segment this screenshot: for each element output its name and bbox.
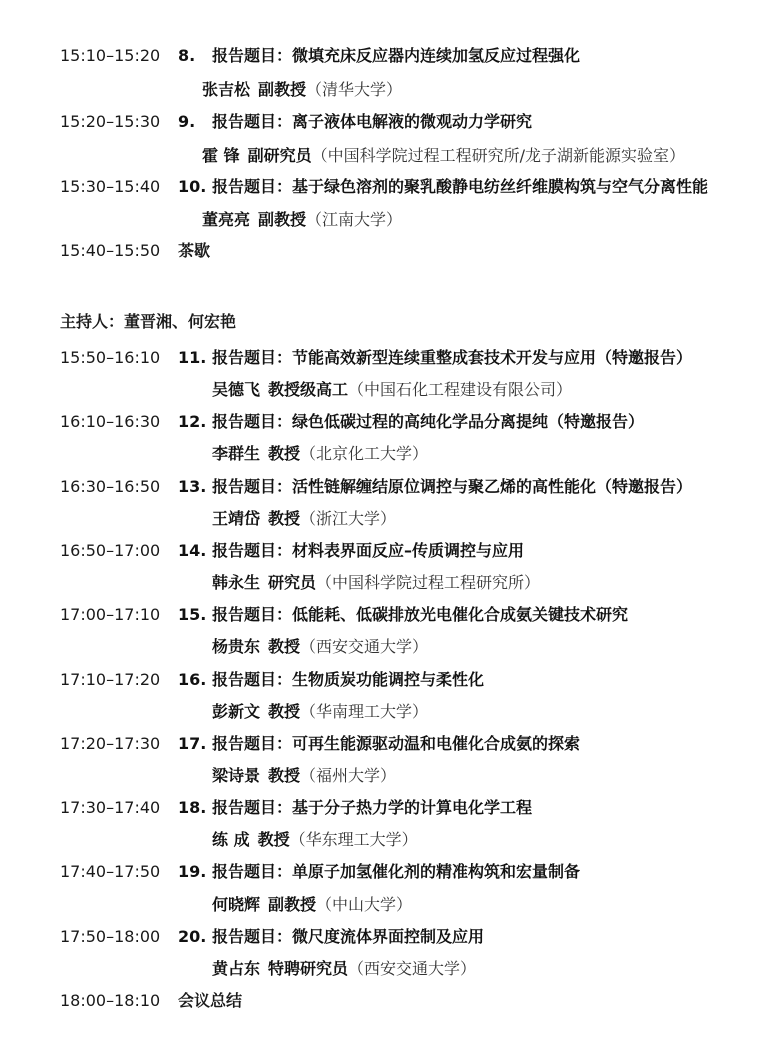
speaker-line [212, 444, 428, 464]
speaker-title: 教授 [268, 637, 301, 656]
time-slot: 18:00–18:10 [60, 991, 161, 1010]
break-label: 茶歇 [178, 241, 211, 260]
talk-title [178, 670, 484, 690]
speaker-line [212, 959, 476, 979]
talk-number: 14. [178, 541, 207, 560]
speaker-affiliation: （清华大学） [306, 80, 403, 99]
talk-title [178, 412, 644, 432]
speaker-affiliation: （西安交通大学） [348, 959, 477, 978]
talk-topic: 报告题目：单原子加氢催化剂的精准构筑和宏量制备 [212, 862, 581, 881]
talk-topic: 报告题目：基于绿色溶剂的聚乳酸静电纺丝纤维膜构筑与空气分离性能 [212, 177, 709, 196]
speaker-name: 杨贵东 [212, 637, 261, 656]
speaker-name: 彭新文 [212, 702, 261, 721]
talk-topic: 报告题目：微填充床反应器内连续加氢反应过程强化 [212, 46, 581, 65]
time-slot: 17:30–17:40 [60, 798, 161, 817]
speaker-affiliation: （西安交通大学） [300, 637, 429, 656]
speaker-affiliation: （浙江大学） [300, 509, 397, 528]
speaker-line [212, 766, 396, 786]
speaker-affiliation: （华南理工大学） [300, 702, 429, 721]
talk-number: 17. [178, 734, 207, 753]
talk-title [178, 46, 580, 66]
talk-topic: 报告题目：节能高效新型连续重整成套技术开发与应用（特邀报告） [212, 348, 693, 367]
speaker-line [212, 509, 396, 529]
talk-title [178, 541, 524, 561]
talk-number: 11. [178, 348, 207, 367]
speaker-title: 副教授 [258, 80, 307, 99]
speaker-line [212, 702, 428, 722]
speaker-title: 教授 [268, 509, 301, 528]
speaker-affiliation: （北京化工大学） [300, 444, 429, 463]
speaker-affiliation: （中国科学院过程工程研究所） [316, 573, 541, 592]
talk-title [178, 112, 532, 132]
speaker-name: 练 成 [212, 830, 250, 849]
talk-number: 19. [178, 862, 207, 881]
time-slot: 17:20–17:30 [60, 734, 161, 753]
speaker-line [202, 210, 402, 230]
speaker-title: 研究员 [268, 573, 317, 592]
talk-title [178, 605, 628, 625]
speaker-title: 教授 [268, 702, 301, 721]
speaker-line [212, 637, 428, 657]
talk-number: 8. [178, 46, 196, 65]
time-slot: 15:20–15:30 [60, 112, 161, 131]
speaker-title: 副研究员 [247, 146, 312, 165]
speaker-name: 吴德飞 [212, 380, 261, 399]
speaker-title: 教授级高工 [268, 380, 349, 399]
speaker-affiliation: （江南大学） [306, 210, 403, 229]
speaker-affiliation: （福州大学） [300, 766, 397, 785]
talk-number: 20. [178, 927, 207, 946]
speaker-title: 副教授 [268, 895, 317, 914]
talk-number: 13. [178, 477, 207, 496]
closing-label: 会议总结 [178, 991, 243, 1010]
time-slot: 16:50–17:00 [60, 541, 161, 560]
speaker-affiliation: （华东理工大学） [289, 830, 418, 849]
talk-topic: 报告题目：离子液体电解液的微观动力学研究 [212, 112, 533, 131]
talk-title [178, 477, 692, 497]
time-slot: 15:10–15:20 [60, 46, 161, 65]
speaker-affiliation: （中国科学院过程工程研究所/龙子湖新能源实验室） [311, 146, 685, 165]
talk-title [178, 862, 580, 882]
talk-number: 18. [178, 798, 207, 817]
time-slot: 15:50–16:10 [60, 348, 161, 367]
speaker-name: 张吉松 [202, 80, 251, 99]
talk-topic: 报告题目：基于分子热力学的计算电化学工程 [212, 798, 533, 817]
talk-title [178, 177, 708, 197]
talk-topic: 报告题目：可再生能源驱动温和电催化合成氨的探索 [212, 734, 581, 753]
talk-topic: 报告题目：材料表界面反应–传质调控与应用 [212, 541, 525, 560]
session-host: 主持人：董晋湘、何宏艳 [60, 312, 237, 331]
speaker-name: 李群生 [212, 444, 261, 463]
speaker-line [212, 895, 412, 915]
talk-title [178, 927, 484, 947]
talk-title [178, 798, 532, 818]
talk-title [178, 734, 580, 754]
talk-topic: 报告题目：低能耗、低碳排放光电催化合成氨关键技术研究 [212, 605, 629, 624]
speaker-line [212, 830, 418, 850]
time-slot: 17:50–18:00 [60, 927, 161, 946]
speaker-name: 董亮亮 [202, 210, 251, 229]
speaker-title: 特聘研究员 [268, 959, 349, 978]
time-slot: 15:40–15:50 [60, 241, 161, 260]
speaker-title: 教授 [257, 830, 290, 849]
talk-topic: 报告题目：微尺度流体界面控制及应用 [212, 927, 485, 946]
time-slot: 17:40–17:50 [60, 862, 161, 881]
speaker-name: 何晓辉 [212, 895, 261, 914]
time-slot: 15:30–15:40 [60, 177, 161, 196]
time-slot: 17:10–17:20 [60, 670, 161, 689]
speaker-title: 教授 [268, 444, 301, 463]
talk-number: 10. [178, 177, 207, 196]
speaker-affiliation: （中国石化工程建设有限公司） [348, 380, 573, 399]
speaker-line [202, 80, 402, 100]
speaker-line [202, 146, 685, 166]
talk-number: 12. [178, 412, 207, 431]
talk-topic: 报告题目：活性链解缠结原位调控与聚乙烯的高性能化（特邀报告） [212, 477, 693, 496]
speaker-line [212, 573, 540, 593]
speaker-affiliation: （中山大学） [316, 895, 413, 914]
speaker-line [212, 380, 572, 400]
talk-number: 16. [178, 670, 207, 689]
talk-number: 9. [178, 112, 196, 131]
time-slot: 16:30–16:50 [60, 477, 161, 496]
speaker-name: 王靖岱 [212, 509, 261, 528]
time-slot: 16:10–16:30 [60, 412, 161, 431]
time-slot: 17:00–17:10 [60, 605, 161, 624]
speaker-name: 霍 锋 [202, 146, 240, 165]
talk-title [178, 348, 692, 368]
speaker-name: 韩永生 [212, 573, 261, 592]
speaker-name: 黄占东 [212, 959, 261, 978]
speaker-name: 梁诗景 [212, 766, 261, 785]
talk-number: 15. [178, 605, 207, 624]
speaker-title: 副教授 [258, 210, 307, 229]
speaker-title: 教授 [268, 766, 301, 785]
talk-topic: 报告题目：绿色低碳过程的高纯化学品分离提纯（特邀报告） [212, 412, 645, 431]
talk-topic: 报告题目：生物质炭功能调控与柔性化 [212, 670, 485, 689]
